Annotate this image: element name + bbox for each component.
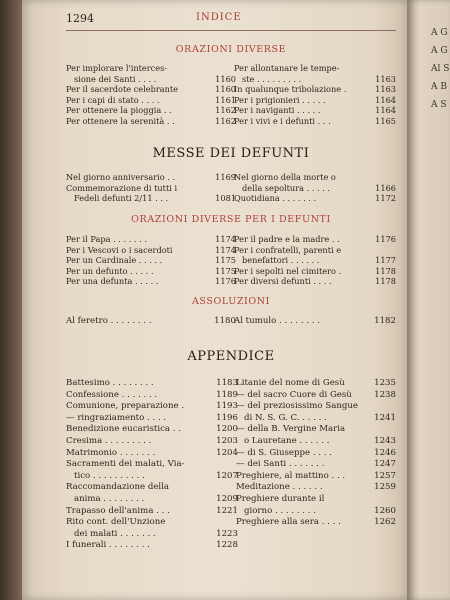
header-rule [66, 30, 396, 31]
entry-page-number: 1243 [374, 435, 396, 446]
entry-page-number: 1204 [216, 447, 238, 458]
entry-title: Per ottenere la serenità . . [66, 115, 175, 126]
entry-title: Fedeli defunti 2/11 . . . [74, 193, 169, 204]
entry-title: benefattori . . . . . . [242, 255, 320, 266]
index-entry [66, 276, 236, 287]
entry-title: Cresima . . . . . . . . . [66, 435, 152, 446]
entry-title: Meditazione . . . . . . [236, 482, 323, 493]
entry-title: dei malati . . . . . . . [74, 528, 156, 539]
entry-page-number: 1183 [216, 378, 238, 388]
index-entry [66, 471, 238, 483]
index-entry [236, 482, 396, 494]
index-entry [66, 183, 236, 194]
index-entry [66, 424, 238, 436]
entry-title: Per i vivi e i defunti . . . [234, 115, 331, 126]
index-entry [66, 494, 238, 506]
index-entry [66, 378, 238, 390]
entry-title: Preghiere durante il [236, 493, 325, 504]
entry-page-number: 1223 [216, 528, 238, 539]
entry-page-number: 1169 [215, 172, 236, 182]
orazioni-diverse-right-column [234, 63, 396, 127]
entry-title: Per diversi defunti . . . . [234, 276, 332, 287]
entry-page-number: 1172 [375, 193, 396, 204]
entry-title: giorno . . . . . . . . [244, 505, 316, 516]
index-entry [234, 255, 396, 266]
entry-page-number: 1228 [216, 540, 238, 551]
entry-title: anima . . . . . . . . [74, 493, 145, 504]
entry-title: Confessione . . . . . . . [66, 389, 158, 400]
index-entry [66, 316, 236, 328]
index-entry [66, 506, 238, 518]
section-heading-orazioni-diverse: ORAZIONI DIVERSE [175, 44, 287, 55]
entry-page-number: 1175 [215, 265, 236, 276]
entry-title: Al tumulo . . . . . . . . [234, 316, 320, 326]
facing-page-fragment: Al S [431, 64, 450, 74]
entry-page-number: 1161 [215, 94, 236, 105]
entry-page-number: 1207 [216, 470, 238, 481]
entry-page-number: 1257 [374, 470, 396, 481]
index-entry [66, 482, 238, 494]
entry-title: Litanie del nome di Gesù [236, 378, 345, 388]
entry-page-number: 1162 [215, 115, 236, 126]
index-page [22, 0, 412, 600]
entry-page-number: 1189 [216, 389, 238, 400]
facing-page-fragment: A S [431, 100, 447, 110]
entry-page-number: 1162 [215, 105, 236, 116]
index-entry [66, 529, 238, 541]
entry-page-number: 1180 [214, 316, 236, 326]
index-entry [66, 74, 236, 85]
facing-page-fragment: A G [431, 46, 448, 56]
index-entry [236, 401, 396, 413]
entry-title: Per ottenere la pioggia . . [66, 105, 172, 116]
entry-title: Al feretro . . . . . . . . [66, 316, 152, 326]
entry-page-number: 1160 [215, 84, 236, 95]
entry-page-number: 1177 [375, 255, 396, 266]
entry-page-number: 1165 [375, 115, 396, 126]
entry-page-number: 1235 [374, 378, 396, 388]
appendice-left-column [66, 378, 238, 552]
entry-title: Per i confratelli, parenti e [234, 244, 342, 255]
index-entry [66, 84, 236, 95]
index-entry [66, 390, 238, 402]
entry-page-number: 1166 [375, 182, 396, 193]
index-entry [66, 540, 238, 552]
page-number: 1294 [66, 12, 94, 25]
entry-title: Preghiere alla sera . . . . [236, 517, 341, 528]
index-entry [66, 448, 238, 460]
index-entry [236, 448, 396, 460]
index-entry [234, 183, 396, 194]
facing-page-fragment: A G [431, 28, 448, 38]
index-entry [66, 459, 238, 471]
index-entry [236, 459, 396, 471]
section-heading-orazioni-defunti: ORAZIONI DIVERSE PER I DEFUNTI [131, 214, 331, 225]
index-entry [66, 116, 236, 127]
section-heading-appendice: APPENDICE [187, 349, 275, 364]
entry-title: Nel giorno della morte o [234, 172, 336, 182]
index-entry [234, 234, 396, 245]
index-entry [234, 266, 396, 277]
index-entry [66, 105, 236, 116]
entry-page-number: 1196 [216, 412, 238, 423]
index-entry [236, 506, 396, 518]
entry-page-number: 1176 [215, 276, 236, 287]
entry-title: Per il sacerdote celebrante [66, 84, 179, 95]
running-title: INDICE [196, 12, 242, 23]
entry-title: Per un Cardinale . . . . . [66, 255, 163, 266]
facing-page-fragment: A B [431, 82, 447, 92]
entry-title: Trapasso dell'anima . . . [66, 505, 170, 516]
orazioni-defunti-left-column [66, 234, 236, 287]
entry-title: Per una defunta . . . . . [66, 276, 159, 287]
entry-page-number: 1241 [374, 412, 396, 423]
entry-title: Raccomandazione della [66, 482, 170, 493]
entry-title: — della B. Vergine Maria [236, 424, 346, 435]
appendice-right-column [236, 378, 396, 529]
entry-title: Per i capi di stato . . . . [66, 94, 160, 105]
entry-title: Benedizione eucaristica . . [66, 424, 181, 435]
entry-page-number: 1175 [215, 255, 236, 266]
entry-title: Preghiere, al mattino . . . [236, 470, 346, 481]
entry-page-number: 1200 [216, 424, 238, 435]
index-entry [234, 95, 396, 106]
index-entry [234, 276, 396, 287]
index-entry [234, 116, 396, 127]
index-entry [234, 63, 396, 74]
entry-page-number: 1193 [216, 401, 238, 412]
entry-title: della sepoltura . . . . . [242, 182, 331, 193]
entry-page-number: 1178 [375, 276, 396, 287]
index-entry [66, 234, 236, 245]
index-entry [236, 517, 396, 529]
entry-page-number: 1203 [216, 435, 238, 446]
entry-title: Per i Vescovi o i sacerdoti [66, 244, 173, 255]
index-entry [66, 517, 238, 529]
entry-page-number: 1174 [215, 244, 236, 255]
entry-title: Sacramenti dei malati, Via- [66, 459, 185, 470]
entry-page-number: 1081 [215, 193, 236, 204]
entry-title: di N. S. G. C. . . . . . [244, 412, 327, 423]
index-entry [236, 378, 396, 390]
entry-page-number: 1247 [374, 459, 396, 470]
entry-title: — di S. Giuseppe . . . . [236, 447, 332, 458]
entry-title: Rito cont. dell'Unzione [66, 517, 166, 528]
entry-page-number: 1209 [216, 493, 238, 504]
messe-left-column [66, 172, 236, 204]
entry-page-number: 1163 [375, 84, 396, 95]
entry-title: I funerali . . . . . . . . [66, 540, 150, 551]
entry-title: — del preziosissimo Sangue [236, 401, 358, 412]
entry-page-number: 1164 [375, 94, 396, 105]
index-entry [66, 172, 236, 183]
entry-page-number: 1160 [215, 73, 236, 84]
assoluzioni-left-column [66, 316, 236, 328]
index-entry [234, 84, 396, 95]
entry-page-number: 1259 [374, 482, 396, 493]
index-entry [66, 413, 238, 425]
entry-page-number: 1262 [374, 517, 396, 528]
entry-page-number: 1238 [374, 389, 396, 400]
entry-page-number: 1176 [375, 234, 396, 244]
entry-page-number: 1221 [216, 505, 238, 516]
index-entry [66, 436, 238, 448]
entry-title: — dei Santi . . . . . . . [236, 459, 325, 470]
index-entry [234, 172, 396, 183]
index-entry [236, 471, 396, 483]
entry-title: Per implorare l'interces- [66, 63, 168, 73]
entry-title: tico . . . . . . . . . . [74, 470, 145, 481]
entry-title: Matrimonio . . . . . . . [66, 447, 156, 458]
index-entry [234, 74, 396, 85]
messe-right-column [234, 172, 396, 204]
entry-title: o Lauretane . . . . . . [244, 435, 330, 446]
index-entry [234, 245, 396, 256]
index-entry [66, 401, 238, 413]
entry-title: Nel giorno anniversario . . [66, 172, 176, 182]
entry-title: Commemorazione di tutti i [66, 182, 178, 193]
section-heading-assoluzioni: ASSOLUZIONI [191, 296, 271, 307]
entry-page-number: 1178 [375, 265, 396, 276]
index-entry [236, 413, 396, 425]
entry-title: Per allontanare le tempe- [234, 63, 340, 73]
index-entry [66, 245, 236, 256]
page-header [66, 12, 396, 28]
orazioni-defunti-right-column [234, 234, 396, 287]
entry-title: Per i naviganti . . . . . [234, 105, 321, 116]
index-entry [66, 95, 236, 106]
entry-title: Battesimo . . . . . . . . [66, 378, 154, 388]
index-entry [236, 494, 396, 506]
entry-page-number: 1164 [375, 105, 396, 116]
index-entry [66, 63, 236, 74]
entry-title: Per i sepolti nel cimitero . [234, 265, 342, 276]
entry-title: — ringraziamento . . . . [66, 412, 167, 423]
entry-page-number: 1182 [374, 316, 396, 326]
index-entry [236, 424, 396, 436]
entry-page-number: 1163 [375, 73, 396, 84]
entry-page-number: 1260 [374, 505, 396, 516]
orazioni-diverse-left-column [66, 63, 236, 127]
entry-title: Quotidiana . . . . . . . [234, 193, 317, 204]
entry-title: — del sacro Cuore di Gesù [236, 389, 352, 400]
entry-title: ste . . . . . . . . . [242, 73, 302, 84]
entry-title: Per un defunto . . . . . [66, 265, 154, 276]
entry-title: sione dei Santi . . . . [74, 73, 157, 84]
index-entry [66, 266, 236, 277]
assoluzioni-right-column [234, 316, 396, 328]
index-entry [234, 193, 396, 204]
entry-title: Per i prigionieri . . . . . [234, 94, 326, 105]
index-entry [234, 316, 396, 328]
entry-page-number: 1174 [215, 234, 236, 244]
index-entry [236, 390, 396, 402]
index-entry [66, 193, 236, 204]
facing-page-edge [407, 0, 450, 600]
entry-title: In qualunque tribolazione . [234, 84, 347, 95]
index-entry [236, 436, 396, 448]
entry-title: Per il padre e la madre . . [234, 234, 340, 244]
entry-title: Per il Papa . . . . . . . [66, 234, 147, 244]
index-entry [66, 255, 236, 266]
index-entry [234, 105, 396, 116]
section-heading-messe-dei-defunti: MESSE DEI DEFUNTI [152, 146, 310, 161]
entry-title: Comunione, preparazione . [66, 401, 185, 412]
entry-page-number: 1246 [374, 447, 396, 458]
